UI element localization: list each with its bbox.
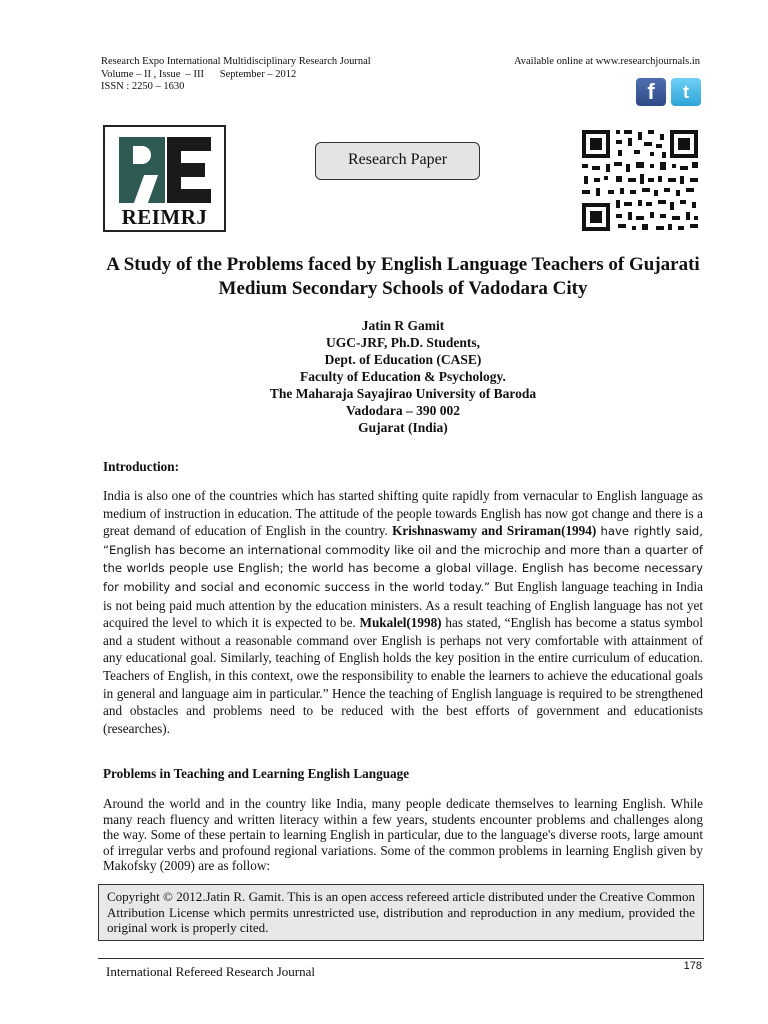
page-number: 178: [683, 960, 702, 972]
twitter-icon[interactable]: t: [671, 78, 701, 106]
author-block: [90, 317, 716, 436]
volume-issue: Volume – II , Issue – III September – 2012: [101, 68, 297, 80]
section-heading: Problems in Teaching and Learning English Language: [103, 766, 410, 781]
logo-e-mark: [167, 137, 211, 203]
footer-divider: [98, 958, 704, 959]
section-paragraph: Around the world and in the country like India, many people dedicate themselves to learning English. While many reach fluency and written literacy within a few years, students encounter problems and challenges along the way. Some of these pertain to learning English in particular, due to the language's diverse roots, large amount of irregular verbs and profound regional variations. Some of the common problems in learning English given by Makofsky (2009) are as follow:: [103, 796, 703, 873]
journal-name: Research Expo International Multidisciplinary Research Journal: [101, 56, 371, 67]
author-university: The Maharaja Sayajirao University of Baroda: [269, 386, 537, 401]
author-name: Jatin R Gamit: [361, 318, 445, 333]
intro-paragraph: [103, 487, 703, 737]
author-role: UGC-JRF, Ph.D. Students,: [325, 335, 481, 350]
author-city: Vadodara – 390 002: [346, 403, 460, 418]
intro-quote-2: has stated, “English has become a status symbol and a student without a reasonable command over English is perhaps not very comfortable with attainment of any educational goal. Similarly, teaching of English holds the key position in the entire curriculum of education. Teachers of English, in this context, owe the responsibility to enable the learners to achieve the educational goals in general and language aim in particular.” Hence the teaching of English language is required to be strengthened and obstacles and problems need to be reduced with the best efforts of government and educationists (researches).: [103, 615, 704, 736]
citation-mukalel: Mukalel(1998): [359, 615, 442, 631]
copyright-notice: Copyright © 2012.Jatin R. Gamit. This is an open access refereed article distributed under the Creative Common Attribution License which permits unrestricted use, distribution and reproduction in any medium, provided the original work is properly cited.: [98, 884, 704, 941]
logo-r-mark: [119, 137, 165, 203]
intro-heading: Introduction:: [103, 459, 179, 474]
journal-logo: [103, 125, 226, 232]
intro-text-1: India is also one of the countries which has started shifting quite rapidly from vernacular to English language as medium of instruction in education. The attitude of the people towards English has now got change and there is a great demand of education of English in the country.: [103, 488, 703, 539]
intro-text-2: But English language teaching in India is not being paid much attention by the education ministers. As a result teaching of English language has not yet acquired the level to which it is expected to be.: [103, 578, 703, 631]
author-faculty: Faculty of Education & Psychology.: [300, 369, 506, 384]
footer-journal: International Refereed Research Journal: [106, 964, 315, 979]
availability-note: Available online at www.researchjournals.in: [513, 56, 700, 67]
author-state: Gujarat (India): [358, 420, 448, 435]
issn: ISSN : 2250 – 1630: [101, 81, 185, 92]
qr-code-icon: [580, 128, 700, 233]
author-dept: Dept. of Education (CASE): [324, 352, 482, 367]
citation-krishnaswamy: Krishnaswamy and Sriraman(1994): [392, 523, 597, 539]
paper-type-badge: Research Paper: [315, 142, 480, 180]
paper-title: A Study of the Problems faced by English Language Teachers of Gujarati Medium Secondary Schools of Vadodara City: [106, 254, 700, 299]
intro-quote-1: have rightly said, “English has become an international commodity like oil and the microchip and more than a quarter of the worlds people use English; the world has become a global village. English has become necessary for mobility and social and economic success in the world today.”: [103, 524, 703, 594]
facebook-icon[interactable]: f: [636, 78, 666, 106]
logo-text: REIMRJ: [121, 205, 208, 229]
journal-header: [101, 56, 371, 94]
